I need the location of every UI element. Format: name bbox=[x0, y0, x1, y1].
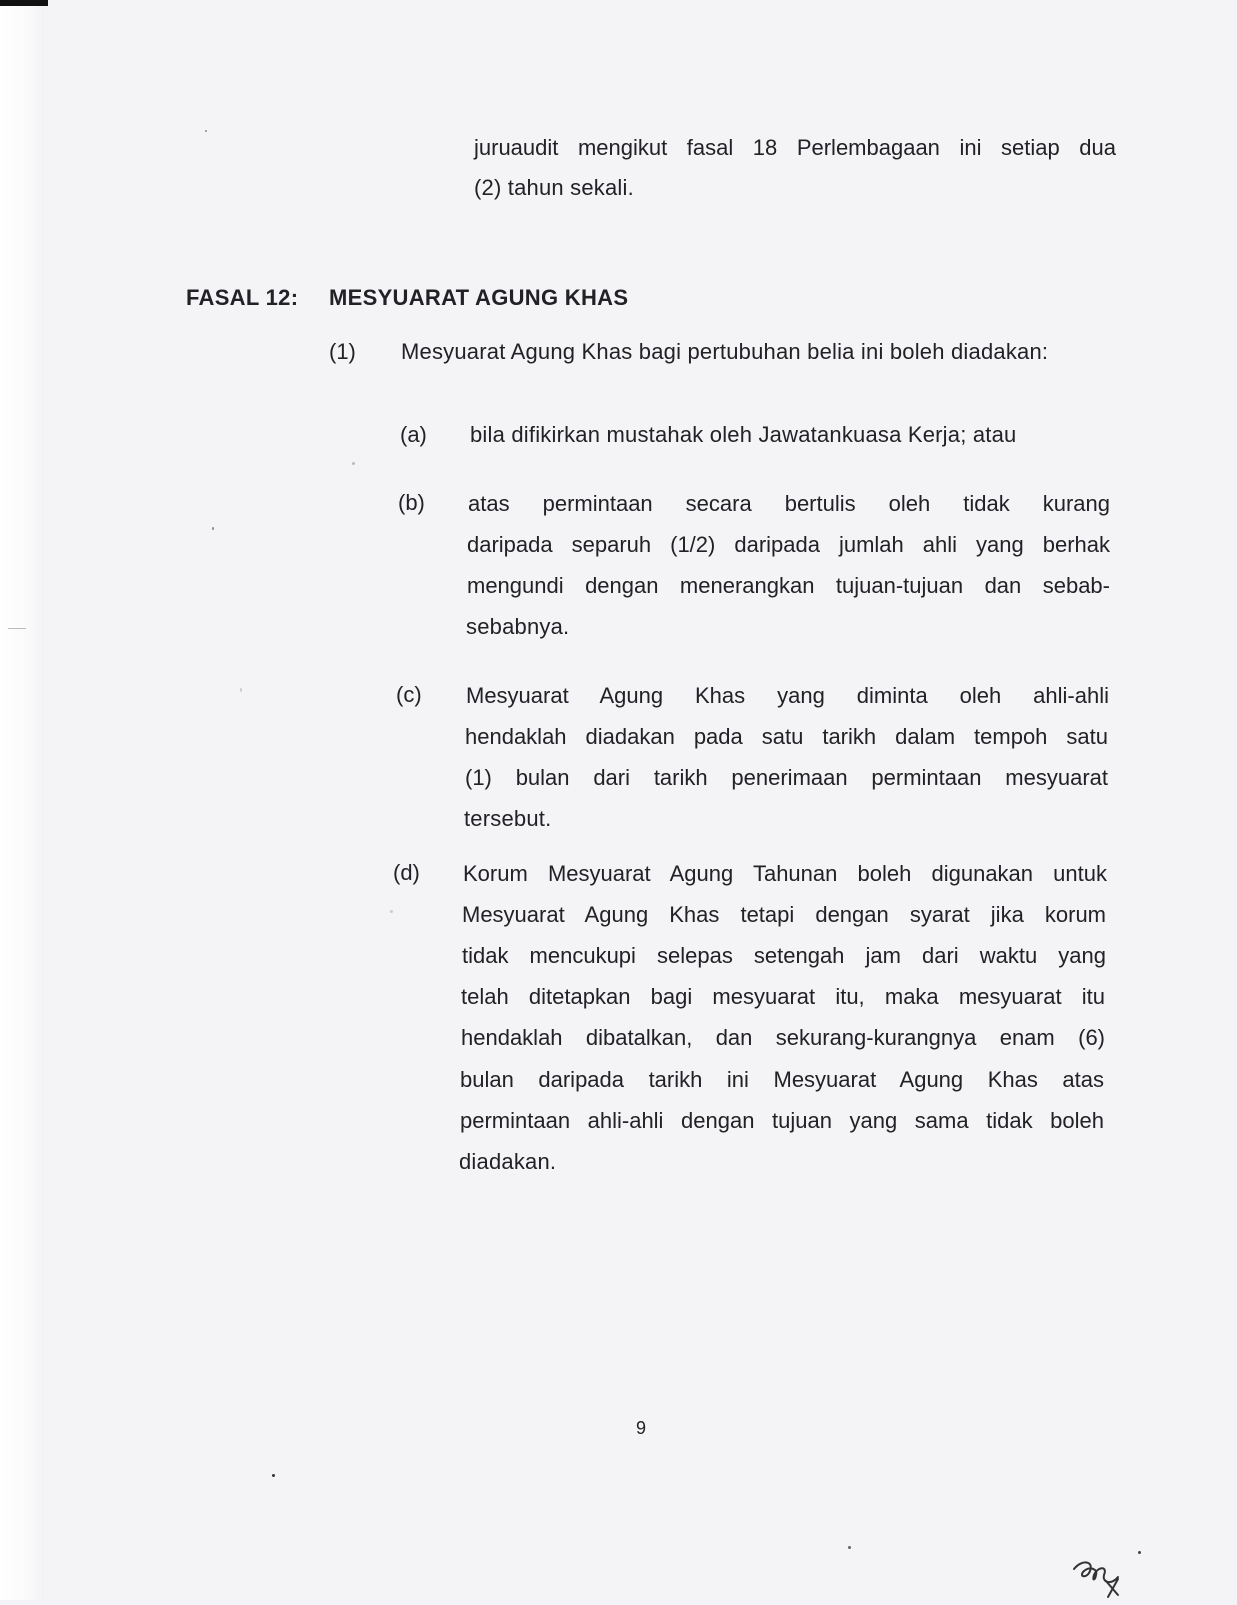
item-d-line-5: hendaklah dibatalkan, dan sekurang-kurangnya enam (6) bbox=[461, 1025, 1105, 1050]
scan-speck bbox=[390, 910, 393, 913]
item-a-line-1: bila difikirkan mustahak oleh Jawatankuasa Kerja; atau bbox=[470, 422, 1017, 447]
clause-text: Mesyuarat Agung Khas bagi pertubuhan belia ini boleh diadakan: bbox=[401, 339, 1049, 364]
item-c-line-3: (1) bulan dari tarikh penerimaan permintaan mesyuarat bbox=[465, 765, 1108, 790]
scan-speck bbox=[352, 462, 355, 465]
item-b-line-2: daripada separuh (1/2) daripada jumlah ahli yang berhak bbox=[467, 532, 1110, 557]
scan-speck bbox=[240, 688, 242, 692]
item-c-marker: (c) bbox=[396, 682, 422, 707]
item-c-line-2: hendaklah diadakan pada satu tarikh dalam tempoh satu bbox=[465, 724, 1108, 749]
item-d-line-2: Mesyuarat Agung Khas tetapi dengan syarat jika korum bbox=[462, 902, 1106, 927]
section-label: FASAL 12: bbox=[186, 285, 299, 310]
clause-number: (1) bbox=[329, 339, 356, 364]
carryover-line-2: (2) tahun sekali. bbox=[474, 175, 634, 200]
scan-left-edge bbox=[0, 0, 44, 1600]
item-b-line-4: sebabnya. bbox=[466, 614, 570, 639]
item-b-marker: (b) bbox=[398, 490, 425, 515]
item-d-line-6: bulan daripada tarikh ini Mesyuarat Agung Khas atas bbox=[460, 1067, 1104, 1092]
item-a-marker: (a) bbox=[400, 422, 427, 447]
item-b-line-3: mengundi dengan menerangkan tujuan-tujuan dan sebab- bbox=[467, 573, 1110, 598]
item-d-line-1: Korum Mesyuarat Agung Tahunan boleh digunakan untuk bbox=[463, 861, 1107, 886]
item-d-line-4: telah ditetapkan bagi mesyuarat itu, maka mesyuarat itu bbox=[461, 984, 1105, 1009]
section-title: MESYUARAT AGUNG KHAS bbox=[329, 285, 629, 310]
scan-corner-mark bbox=[0, 0, 48, 6]
item-d-marker: (d) bbox=[393, 860, 420, 885]
scan-speck bbox=[848, 1546, 851, 1549]
scan-speck bbox=[8, 628, 26, 629]
item-d-line-7: permintaan ahli-ahli dengan tujuan yang sama tidak boleh bbox=[460, 1108, 1104, 1133]
item-c-line-1: Mesyuarat Agung Khas yang diminta oleh ahli-ahli bbox=[466, 683, 1109, 708]
item-c-line-4: tersebut. bbox=[464, 806, 552, 831]
scan-speck bbox=[212, 527, 214, 530]
page-number: 9 bbox=[636, 1418, 647, 1438]
scan-speck bbox=[272, 1474, 275, 1477]
carryover-line-1: juruaudit mengikut fasal 18 Perlembagaan ini setiap dua bbox=[474, 135, 1116, 160]
handwritten-initials-icon bbox=[1068, 1555, 1138, 1605]
item-d-line-8: diadakan. bbox=[459, 1149, 557, 1174]
scan-speck bbox=[1138, 1551, 1141, 1554]
item-d-line-3: tidak mencukupi selepas setengah jam dari waktu yang bbox=[462, 943, 1106, 968]
item-b-line-1: atas permintaan secara bertulis oleh tidak kurang bbox=[468, 491, 1110, 516]
scan-speck bbox=[205, 130, 207, 132]
